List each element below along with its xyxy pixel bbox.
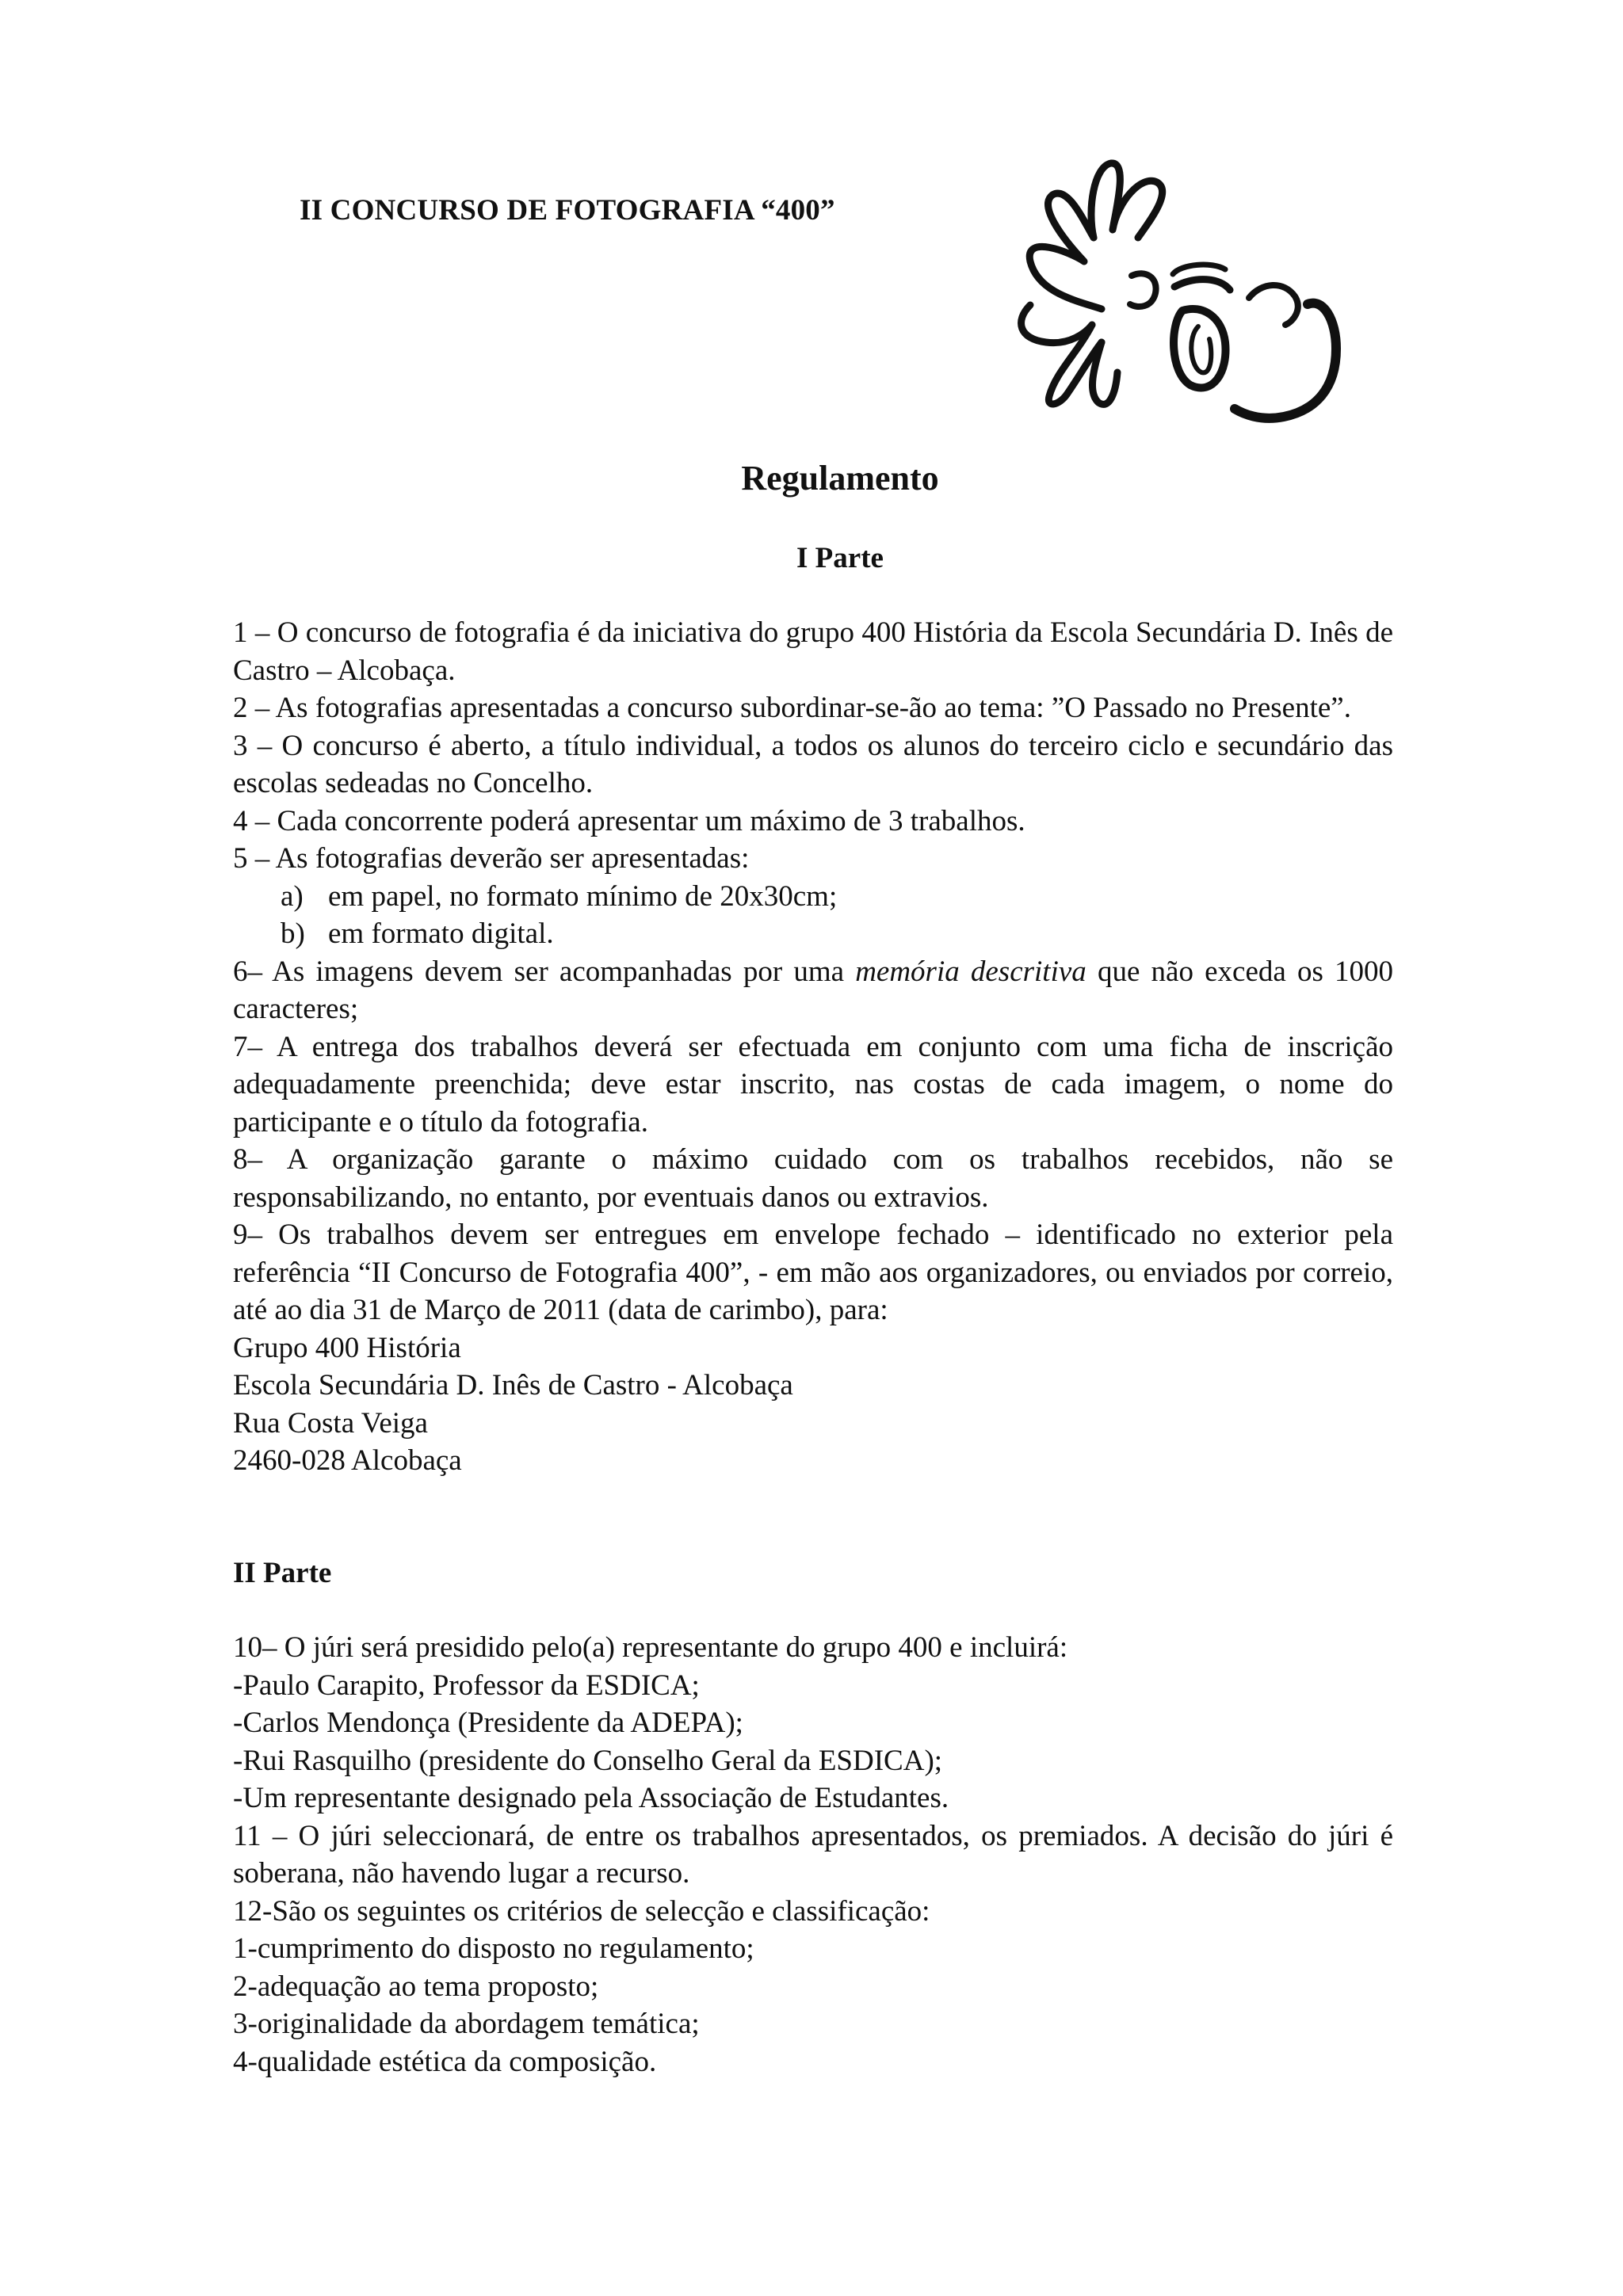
criteria-item: 3-originalidade da abordagem temática;	[233, 2008, 700, 2040]
address-line: Grupo 400 História	[233, 1331, 461, 1364]
jury-member: -Rui Rasquilho (presidente do Conselho Geral da ESDICA);	[233, 1744, 943, 1777]
rule-2: 2 – As fotografias apresentadas a concurso subordinar-se-ão ao tema: ”O Passado no Presente”.	[233, 692, 1351, 724]
part-one-rules	[233, 614, 1393, 1480]
rule-10: 10– O júri será presidido pelo(a) representante do grupo 400 e incluirá:	[233, 1631, 1068, 1664]
rule-5-item-a-letter: a)	[281, 879, 304, 913]
rule-8: 8– A organização garante o máximo cuidado com os trabalhos recebidos, não se responsabilizando, no entanto, por eventuais danos ou extravios.	[233, 1143, 1393, 1214]
rule-7: 7– A entrega dos trabalhos deverá ser efectuada em conjunto com uma ficha de inscrição adequadamente preenchida; deve estar inscrito, nas costas de cada imagem, o nome do participante e o título da fotografia.	[233, 1030, 1393, 1138]
rule-3: 3 – O concurso é aberto, a título individual, a todos os alunos do terceiro ciclo e secundário das escolas sedeadas no Concelho.	[233, 729, 1393, 799]
address-line: Rua Costa Veiga	[233, 1406, 428, 1440]
rule-6	[233, 953, 1393, 1028]
rule-9: 9– Os trabalhos devem ser entregues em envelope fechado – identificado no exterior pela referência “II Concurso de Fotografia 400”, - em mão aos organizadores, ou enviados por correio, até ao dia 31 de Março de 2011 (data de carimbo), para:	[233, 1219, 1393, 1326]
rule-4: 4 – Cada concorrente poderá apresentar um máximo de 3 trabalhos.	[233, 804, 1025, 837]
regulamento-title: Regulamento	[741, 459, 939, 498]
address-line: 2460-028 Alcobaça	[233, 1444, 462, 1477]
jury-member: -Carlos Mendonça (Presidente da ADEPA);	[233, 1707, 743, 1739]
rule-5-item-b-text: em formato digital.	[328, 917, 554, 950]
rule-5-item-a	[233, 878, 1393, 916]
jury-member: -Um representante designado pela Associação de Estudantes.	[233, 1782, 949, 1814]
part-two-rules	[233, 1629, 1393, 2081]
part-two-heading: II Parte	[233, 1557, 332, 1589]
rule-11: 11 – O júri seleccionará, de entre os trabalhos apresentados, os premiados. A decisão do júri é soberana, não havendo lugar a recurso.	[233, 1819, 1393, 1890]
rule-6-text-start: 6– As imagens devem ser acompanhadas por uma	[233, 955, 856, 988]
hand-drawn-400-logo-icon	[983, 135, 1426, 467]
criteria-item: 1-cumprimento do disposto no regulamento;	[233, 1932, 754, 1965]
rule-6-emphasis: memória descritiva	[855, 955, 1086, 988]
rule-12: 12-São os seguintes os critérios de selecção e classificação:	[233, 1894, 930, 1928]
jury-member: -Paulo Carapito, Professor da ESDICA;	[233, 1669, 700, 1702]
rule-5-item-b	[233, 915, 1393, 953]
part-one-heading: I Parte	[796, 542, 884, 574]
address-line: Escola Secundária D. Inês de Castro - Alcobaça	[233, 1369, 793, 1402]
rule-6-text-end: que não exceda os 1000 caracteres;	[233, 955, 1393, 1025]
rule-1: 1 – O concurso de fotografia é da iniciativa do grupo 400 História da Escola Secundária D. Inês de Castro – Alcobaça.	[233, 616, 1393, 687]
criteria-item: 4-qualidade estética da composição.	[233, 2045, 657, 2078]
rule-5: 5 – As fotografias deverão ser apresentadas:	[233, 842, 750, 875]
rule-5-item-b-letter: b)	[281, 917, 305, 950]
criteria-item: 2-adequação ao tema proposto;	[233, 1970, 599, 2003]
contest-title: II CONCURSO DE FOTOGRAFIA “400”	[300, 194, 835, 227]
rule-5-item-a-text: em papel, no formato mínimo de 20x30cm;	[328, 879, 838, 913]
